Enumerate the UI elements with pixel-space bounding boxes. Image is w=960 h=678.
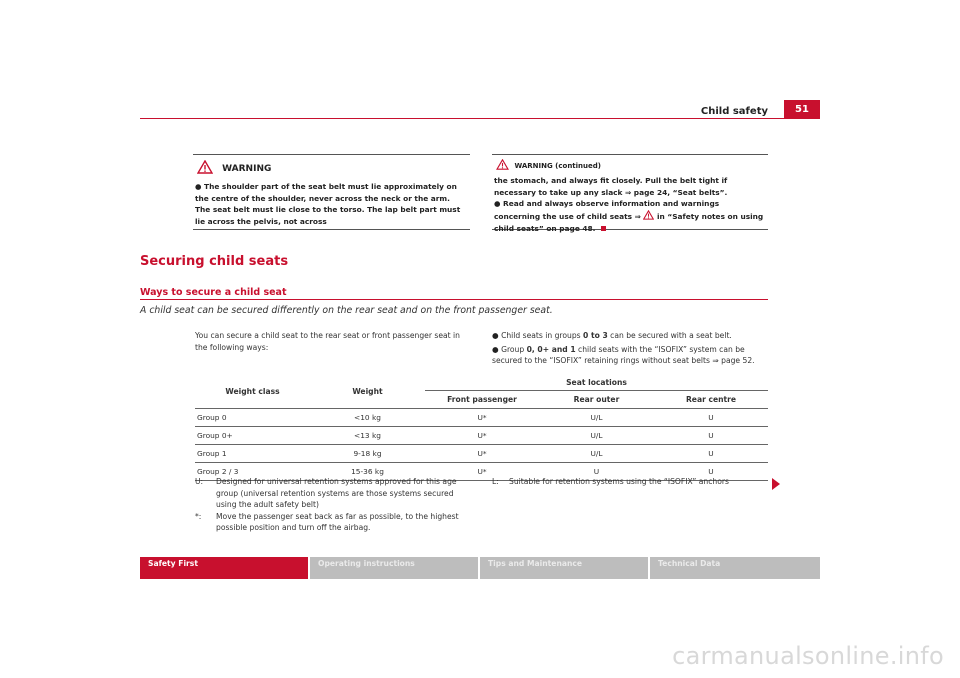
- col-front-passenger: Front passenger: [447, 395, 517, 404]
- warning-continued-heading: WARNING (continued): [514, 161, 601, 170]
- note-u: U: Designed for universal retention systems approved for this age group (universal retention systems are those systems secured using the adult safety belt): [195, 477, 457, 509]
- warning-text: The shoulder part of the seat belt must lie approximately on the centre of the shoulder, never across the neck or the arm. The seat belt must lie close to the torso. The lap belt part must lie across the pelvis, not across: [195, 182, 461, 226]
- col-weight: Weight: [352, 386, 383, 396]
- warning-triangle-icon: [197, 160, 213, 177]
- list-item: ● Group 0, 0+ and 1 child seats with the “ISOFIX” system can be secured to the “ISOFIX” retaining rings without seat belts ⇒ page 52.: [492, 344, 755, 365]
- note-star: *: Move the passenger seat back as far as possible, to the highest possible position and turn off the airbag.: [195, 511, 459, 532]
- footer-tab-operating-instructions[interactable]: Operating instructions: [310, 557, 478, 579]
- seat-location-table: [195, 374, 768, 481]
- legend-notes-right: [492, 476, 768, 488]
- footer-tab-safety-first[interactable]: Safety First: [140, 557, 308, 579]
- intro-text: You can secure a child seat to the rear seat or front passenger seat in the following ways:: [195, 331, 460, 352]
- list-item: ● Child seats in groups 0 to 3 can be secured with a seat belt.: [492, 331, 732, 340]
- section-title: Securing child seats: [140, 254, 289, 269]
- continue-arrow-icon: [772, 478, 780, 490]
- col-rear-centre: Rear centre: [685, 395, 737, 404]
- warning-box-right: [492, 154, 768, 233]
- warning-triangle-icon: [496, 159, 509, 172]
- end-marker-icon: [601, 226, 606, 231]
- warning-box-left: [193, 154, 470, 230]
- col-seat-locations: Seat locations: [425, 374, 768, 391]
- warning-triangle-icon: [643, 210, 654, 224]
- bullet-icon: ●: [492, 344, 499, 354]
- watermark: carmanualsonline.info: [672, 642, 944, 670]
- table-header-row: [195, 374, 768, 391]
- note-l: L: Suitable for retention systems using the “ISOFIX” anchors: [492, 477, 729, 486]
- table-row: Group 0 <10 kg U* U/L U: [195, 409, 768, 427]
- bullet-icon: ●: [195, 182, 202, 191]
- section-subtitle: Ways to secure a child seat: [140, 287, 287, 298]
- warning-child-seat-text-a: Read and always observe information and warnings concerning the use of child seats ⇒: [494, 199, 720, 221]
- page-number: 51: [784, 100, 820, 119]
- legend-notes-left: [195, 476, 471, 534]
- bullet-icon: ●: [492, 331, 499, 340]
- table-row: Group 0+ <13 kg U* U/L U: [195, 427, 768, 445]
- footer-tab-tips-maintenance[interactable]: Tips and Maintenance: [480, 557, 648, 579]
- subtitle-rule: [140, 299, 768, 300]
- header-rule: [140, 118, 820, 119]
- table-row: Group 1 9-18 kg U* U/L U: [195, 445, 768, 463]
- warning-heading: WARNING: [222, 164, 272, 174]
- bullet-list: [492, 330, 770, 367]
- table-row: Group 2 / 3 15-36 kg U* U U: [195, 463, 768, 481]
- col-rear-outer: Rear outer: [573, 395, 620, 404]
- warning-continued-text: the stomach, and always fit closely. Pull the belt tight if necessary to take up any slack ⇒ page 24, “Seat belts”.: [494, 176, 728, 197]
- bullet-icon: ●: [494, 199, 501, 208]
- warning-child-seat-text-b: in “Safety notes on using child seats” on page 48.: [494, 211, 764, 233]
- col-weight-class: Weight class: [225, 386, 280, 396]
- footer-tab-technical-data[interactable]: Technical Data: [650, 557, 820, 579]
- lead-text: A child seat can be secured differently on the rear seat and on the front passenger seat.: [140, 305, 553, 316]
- header-title: Child safety: [700, 106, 768, 117]
